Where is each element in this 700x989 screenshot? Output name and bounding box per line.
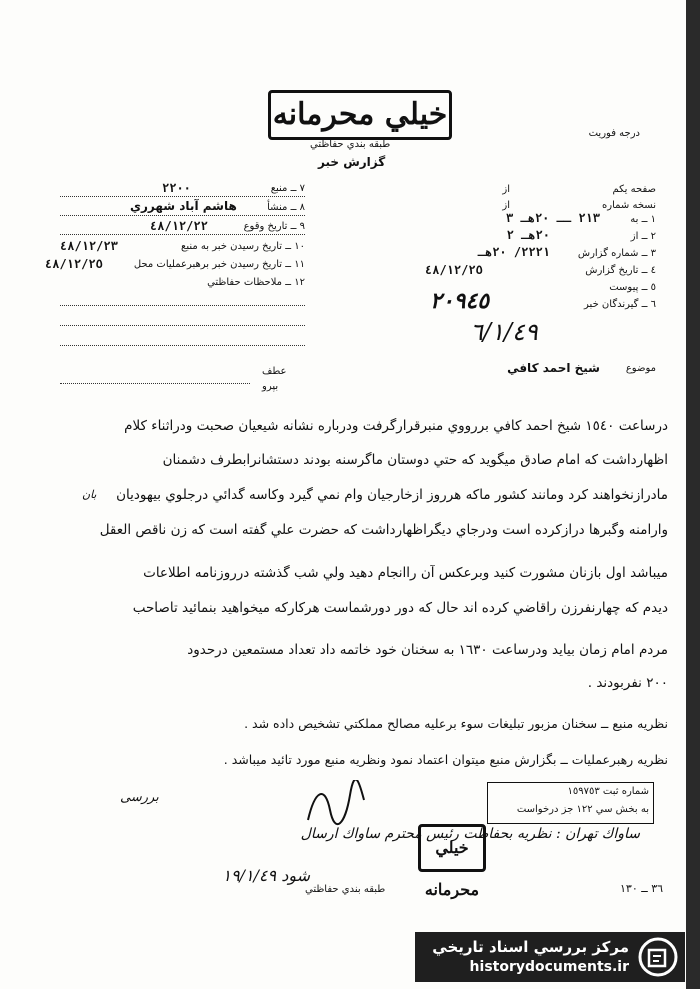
field-3-value: ٢٢٢١/ ٢٠هـ: [477, 245, 550, 259]
operations-opinion: نظريه رهبرعمليات ــ بگزارش منبع ميتوان اعتماد نمود ونظريه منبع مورد تائيد ميباشد .: [223, 752, 668, 767]
field-9-value: ٤٨/١٢/٢٢: [150, 219, 208, 233]
dotted-line: [60, 234, 305, 235]
copy-of: از: [502, 200, 510, 211]
archive-name: مركز بررسي اسناد تاريخي: [432, 938, 629, 956]
dotted-line: [60, 305, 305, 306]
report-title: گزارش خبر: [318, 155, 386, 169]
dotted-line: [60, 345, 305, 346]
field-5-label: ٥ ــ پيوست: [609, 282, 656, 293]
field-9-label: ٩ ــ تاريخ وقوع: [243, 221, 305, 232]
handwritten-note-line-1: ساواك تهران : نظريه بحفاظت رئيس محترم ساواك ارسال: [300, 826, 640, 842]
signature-scribble: [300, 780, 370, 830]
field-11-value: ٤٨/١٢/٢٥: [45, 257, 103, 271]
handwritten-date-mark: ٦/١/٤٩: [470, 318, 538, 346]
recipients-handwritten: ٢٠٩٤٥: [430, 288, 490, 314]
body-line: ٢٠٠ نفربودند .: [587, 675, 668, 691]
field-2-label: ٢ ــ از: [630, 231, 656, 242]
field-12-label: ١٢ ــ ملاحظات حفاظتي: [207, 277, 305, 288]
registration-box: [487, 782, 654, 824]
bottom-classification-caption: طبقه بندي حفاظتي: [305, 884, 386, 895]
registration-line-1: شماره ثبت ١٥٩٧٥٣: [567, 786, 649, 797]
scan-edge: [686, 0, 700, 989]
field-2-value: ٢٠هـ ٢: [506, 228, 550, 242]
body-line: مردم امام زمان بيايد ودرساعت ١٦٣٠ به سخنان خود خاتمه داد تعداد مستمعين درحدود: [187, 642, 668, 658]
page-of: از: [502, 184, 510, 195]
field-11-label: ١١ ــ تاريخ رسيدن خبر برهبرعمليات محل: [133, 259, 305, 270]
body-line: اظهارداشت كه امام صادق ميگويد كه حتي دوستان ماگرسنه بودند دستشانرابطرف دشمنان: [162, 452, 668, 468]
subject-value: شيخ احمد كافي: [507, 361, 600, 375]
top-secret-stamp: خيلي محرمانه: [268, 90, 452, 140]
margin-note: بان: [82, 488, 97, 501]
field-1-value: ٢١٣ ــ ٢٠هـ ٣: [506, 211, 600, 225]
dotted-line: [60, 196, 305, 197]
archive-footer: [415, 932, 685, 982]
reference-label: عطف: [262, 366, 287, 377]
field-1-label: ١ ــ به: [630, 214, 656, 225]
body-line: درساعت ١٥٤٠ شيخ احمد كافي بررووي منبرقرارگرفت ودرباره نشانه شيعيان صحبت ودراثناء كلام: [124, 418, 668, 434]
priority-label: درجه فوريت: [588, 128, 640, 139]
dotted-line: [60, 325, 305, 326]
handwritten-note-line-2: شود ١٩/١/٤٩: [222, 866, 310, 885]
field-3-label: ٣ ــ شماره گزارش: [577, 248, 656, 259]
body-line: مادرازنخواهند كرد ومانند كشور ماكه هرروز ازخارجيان وام نمي گيرد وكاسه گدائي درجلوي بيهوديان: [116, 487, 668, 503]
field-8-label: ٨ ــ منشأ: [267, 202, 305, 213]
field-10-label: ١٠ ــ تاريخ رسيدن خبر به منبع: [181, 241, 305, 252]
field-4-value: ٤٨/١٢/٢٥: [425, 263, 483, 277]
field-6-label: ٦ ــ گيرندگان خبر: [584, 299, 656, 310]
archive-logo-icon: [637, 936, 679, 978]
field-7-label: ٧ ــ منبع: [270, 183, 305, 194]
registration-line-2: به بخش سي ١٢٢ جز درخواست: [516, 804, 649, 815]
source-opinion: نظريه منبع ــ سخنان مزبور تبليغات سوء برعليه مصالح مملكتي تشخيص داده شد .: [244, 716, 668, 731]
dotted-line: [60, 215, 305, 216]
dotted-line: [60, 383, 250, 384]
archive-site: historydocuments.ir: [469, 959, 629, 975]
handwritten-initial: بررسی: [120, 790, 159, 805]
body-line: ميباشد اول بازنان مشورت كنيد وبرعكس آن راانجام دهيد ولي شب گذشته درروزنامه اطلاعات: [143, 565, 668, 581]
field-4-label: ٤ ــ تاريخ گزارش: [585, 265, 656, 276]
reference-sub: بپرو: [262, 381, 279, 392]
classification-caption: طبقه بندي حفاظتي: [310, 139, 391, 150]
bottom-secret-stamp: خيلي محرمانه: [418, 824, 486, 872]
copy-label: نسخه شماره: [602, 200, 656, 211]
body-line: وارامنه وگبرها درازكرده است ودرجاي ديگراظهارداشت كه حضرت علي گفته است كه زن ناقص العقل: [99, 522, 668, 538]
page-label: صفحه يكم: [612, 184, 656, 195]
body-line: ديدم كه چهارنفرزن راقاضي كرده اند حال كه دور دورشماست هركاركه ميخواهيد بنمائيد تاصاحب: [132, 600, 668, 616]
reference-code: ٣٦ ــ ١٣٠: [620, 882, 664, 895]
field-10-value: ٤٨/١٢/٢٣: [60, 239, 118, 253]
field-8-value: هاشم آباد شهرري: [130, 199, 237, 213]
field-7-value: ٢٢٠٠: [162, 181, 191, 195]
subject-label: موضوع: [625, 363, 656, 374]
